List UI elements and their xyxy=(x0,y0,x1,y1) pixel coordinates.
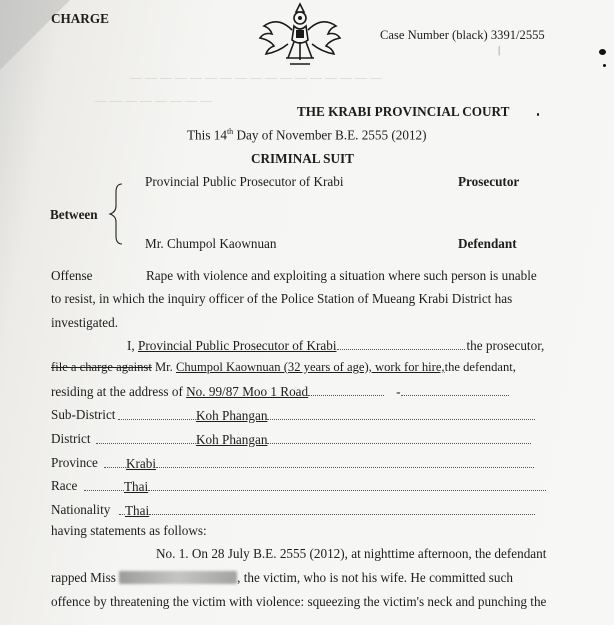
prosecutor-role: Prosecutor xyxy=(458,174,520,189)
ink-speck xyxy=(537,113,539,116)
statement-line-1: No. 1. On 28 July B.E. 2555 (2012), at nighttime afternoon, the defendant xyxy=(156,546,547,561)
offense-label: Offense xyxy=(51,268,93,283)
suit-type: CRIMINAL SUIT xyxy=(251,151,354,166)
case-number-mark: | xyxy=(498,44,501,56)
district-fill: Koh Phangan xyxy=(96,431,531,448)
prosecutor-name: Provincial Public Prosecutor of Krabi xyxy=(145,174,344,189)
ink-smudge xyxy=(599,49,606,55)
subdistrict-fill: Koh Phangan xyxy=(118,407,535,424)
brace-icon xyxy=(108,183,124,245)
nationality-label: Nationality xyxy=(51,502,111,517)
defendant-role: Defendant xyxy=(458,236,517,251)
statement-line-2: rapped Miss , the victim, who is not his wife. He committed such xyxy=(51,570,513,585)
between-label: Between xyxy=(50,207,98,222)
charge-label: CHARGE xyxy=(51,11,109,26)
charge-line-2: file a charge against Mr. Chumpol Kaownuan (32 years of age), work for hire,the defendant, xyxy=(51,360,516,374)
subdistrict-label: Sub-District xyxy=(51,407,116,422)
race-fill: Thai xyxy=(84,478,546,495)
charge-line-1: I, Provincial Public Prosecutor of Krabi the prosecutor, xyxy=(127,338,545,353)
statements-intro: having statements as follows: xyxy=(51,523,207,538)
defendant-name: Mr. Chumpol Kaownuan xyxy=(145,236,277,251)
ink-speck xyxy=(603,64,606,67)
offense-line-2: to resist, in which the inquiry officer of the Police Station of Mueang Krabi District has xyxy=(51,291,513,306)
race-label: Race xyxy=(51,478,78,493)
offense-line-3: investigated. xyxy=(51,315,119,330)
offense-line-1: Rape with violence and exploiting a situation where such person is unable xyxy=(146,268,537,283)
suit-date: This 14th Day of November B.E. 2555 (2012) xyxy=(187,127,427,143)
statement-line-3: offence by threatening the victim with violence: squeezing the victim's neck and punching the xyxy=(51,594,547,609)
court-name: THE KRABI PROVINCIAL COURT xyxy=(297,104,510,119)
district-label: District xyxy=(51,431,91,446)
case-number: Case Number (black) 3391/2555 xyxy=(380,28,545,42)
charge-line-3: residing at the address of No. 99/87 Moo 1 Road - xyxy=(51,383,509,400)
province-label: Province xyxy=(51,455,98,470)
bleed-through-text: — — — — — — — — — — — — — — — — — xyxy=(130,70,382,84)
garuda-emblem xyxy=(258,0,342,72)
province-fill: Krabi xyxy=(104,455,534,472)
nationality-fill: Thai xyxy=(119,502,535,519)
redacted-victim-name xyxy=(119,571,237,584)
bleed-through-text: — — — — — — — — xyxy=(95,93,212,107)
